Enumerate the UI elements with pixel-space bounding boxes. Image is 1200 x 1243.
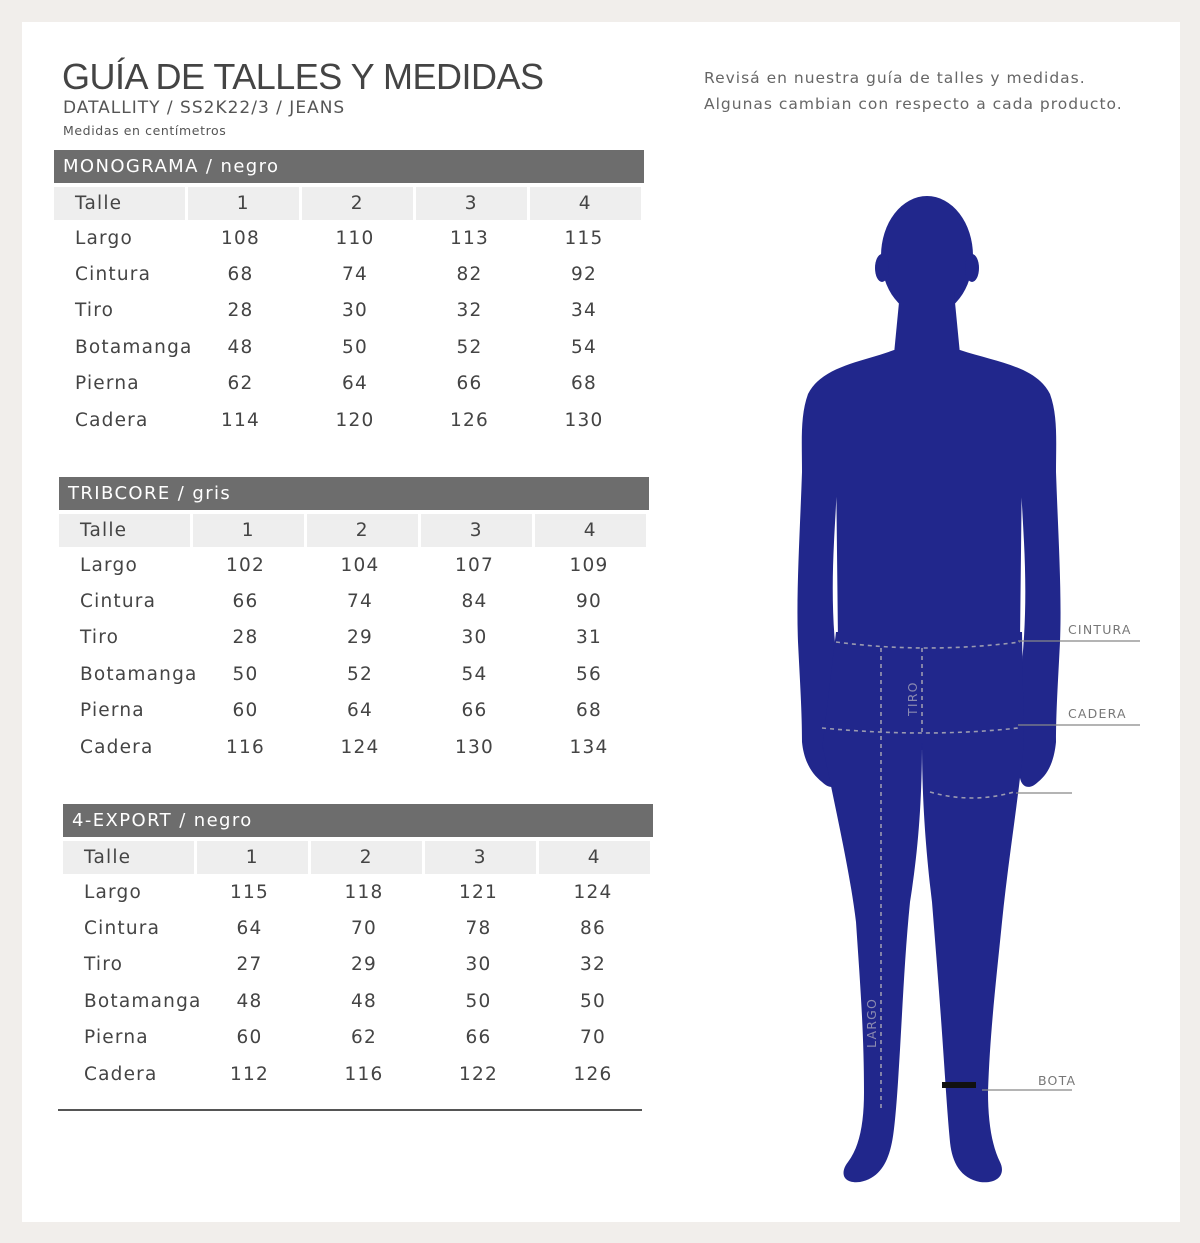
measure-label: Tiro — [84, 954, 124, 976]
measure-value: 124 — [573, 881, 613, 903]
size-header: 4 — [539, 841, 650, 874]
measure-label: Pierna — [75, 373, 140, 395]
size-header: 3 — [421, 514, 532, 547]
measure-value: 29 — [351, 954, 377, 976]
size-header: 4 — [535, 514, 646, 547]
measure-value: 62 — [227, 373, 254, 395]
measure-value: 50 — [232, 663, 259, 685]
measure-label: Cintura — [80, 591, 157, 613]
measure-value: 70 — [351, 918, 377, 940]
measure-value: 64 — [347, 700, 373, 722]
measure-value: 66 — [465, 1027, 492, 1049]
measure-value: 74 — [347, 591, 373, 613]
measure-label: Cadera — [80, 736, 154, 758]
measure-value: 66 — [232, 591, 259, 613]
size-header: 1 — [193, 514, 304, 547]
measure-value: 109 — [569, 554, 609, 576]
measure-label: Botamanga — [80, 663, 198, 685]
measure-value: 70 — [580, 1027, 606, 1049]
table-title: TRIBCORE / gris — [59, 477, 649, 510]
figure-left-leg — [822, 742, 922, 1182]
measure-label: Tiro — [80, 627, 120, 649]
measure-value: 64 — [342, 373, 368, 395]
measure-value: 130 — [455, 736, 494, 758]
measure-value: 107 — [455, 554, 494, 576]
measure-value: 66 — [461, 700, 488, 722]
measure-value: 30 — [465, 954, 492, 976]
size-header: 2 — [302, 187, 413, 220]
measure-value: 82 — [456, 264, 483, 286]
measure-value: 48 — [227, 336, 254, 358]
measure-label: Tiro — [75, 300, 115, 322]
measure-label: Cintura — [84, 918, 161, 940]
size-column-label: Talle — [63, 841, 194, 874]
measure-label: Botamanga — [75, 336, 193, 358]
figure-hips — [822, 632, 1024, 750]
measure-value: 115 — [230, 881, 269, 903]
measure-label: Largo — [80, 554, 138, 576]
measure-label: Largo — [84, 881, 142, 903]
measure-label: Cadera — [75, 409, 149, 431]
measure-value: 30 — [342, 300, 368, 322]
size-header: 2 — [311, 841, 422, 874]
size-header: 2 — [307, 514, 418, 547]
measure-value: 54 — [571, 336, 597, 358]
figure-right-leg — [922, 742, 1024, 1182]
measure-value: 130 — [564, 409, 604, 431]
figure-body — [797, 196, 1060, 1182]
measure-value: 52 — [347, 663, 373, 685]
measure-value: 92 — [571, 264, 597, 286]
measure-value: 116 — [226, 736, 265, 758]
hem-label: BOTA — [1038, 1073, 1077, 1088]
table-title: MONOGRAMA / negro — [54, 150, 644, 183]
measure-label: Pierna — [80, 700, 145, 722]
product-subtitle: DATALLITY / SS2K22/3 / JEANS — [63, 98, 346, 118]
measure-value: 126 — [573, 1063, 613, 1085]
size-guide-sheet — [22, 22, 1180, 1222]
measure-value: 50 — [580, 990, 606, 1012]
hip-label: CADERA — [1068, 706, 1127, 721]
measure-value: 66 — [456, 373, 483, 395]
measure-value: 28 — [232, 627, 259, 649]
figure-ear — [965, 254, 979, 282]
measure-value: 134 — [569, 736, 609, 758]
measure-value: 28 — [227, 300, 254, 322]
measure-value: 84 — [461, 591, 488, 613]
measure-label: Cadera — [84, 1063, 158, 1085]
measure-value: 112 — [230, 1063, 269, 1085]
measure-value: 68 — [571, 373, 597, 395]
measure-value: 30 — [461, 627, 488, 649]
body-silhouette-icon — [22, 22, 1180, 1222]
measure-label: Pierna — [84, 1027, 149, 1049]
measure-value: 27 — [236, 954, 263, 976]
measure-value: 90 — [576, 591, 602, 613]
measure-value: 110 — [335, 227, 375, 249]
measure-value: 54 — [461, 663, 488, 685]
measure-value: 50 — [342, 336, 368, 358]
measure-value: 116 — [344, 1063, 384, 1085]
measure-value: 118 — [344, 881, 384, 903]
figure-neck — [894, 292, 960, 354]
length-label: LARGO — [864, 997, 879, 1048]
intro-line: Revisá en nuestra guía de talles y medidas. — [704, 69, 1086, 87]
measure-value: 48 — [351, 990, 377, 1012]
size-header: 4 — [530, 187, 641, 220]
measure-value: 124 — [340, 736, 380, 758]
intro-line: Algunas cambian con respecto a cada producto. — [704, 95, 1123, 113]
measure-value: 56 — [576, 663, 602, 685]
size-header: 1 — [197, 841, 308, 874]
size-header: 3 — [425, 841, 536, 874]
measure-value: 108 — [221, 227, 260, 249]
measure-label: Largo — [75, 227, 133, 249]
measure-value: 31 — [576, 627, 602, 649]
waist-label: CINTURA — [1068, 622, 1132, 637]
measure-value: 50 — [465, 990, 492, 1012]
measure-value: 62 — [351, 1027, 377, 1049]
measure-value: 113 — [450, 227, 489, 249]
measure-value: 104 — [340, 554, 380, 576]
units-note: Medidas en centímetros — [63, 123, 227, 138]
size-header: 3 — [416, 187, 527, 220]
measure-value: 120 — [335, 409, 375, 431]
page-title: GUÍA DE TALLES Y MEDIDAS — [62, 56, 544, 97]
measure-value: 32 — [580, 954, 606, 976]
measure-value: 102 — [226, 554, 265, 576]
measure-value: 52 — [456, 336, 483, 358]
measure-value: 78 — [465, 918, 492, 940]
measure-value: 34 — [571, 300, 597, 322]
measure-value: 121 — [459, 881, 498, 903]
figure-ear — [875, 254, 889, 282]
rise-label: TIRO — [905, 681, 920, 716]
measure-value: 126 — [450, 409, 489, 431]
measure-value: 115 — [564, 227, 604, 249]
measure-value: 74 — [342, 264, 368, 286]
measure-value: 60 — [236, 1027, 263, 1049]
hem-band — [942, 1082, 976, 1088]
size-column-label: Talle — [59, 514, 190, 547]
measure-value: 114 — [221, 409, 260, 431]
table-title: 4-EXPORT / negro — [63, 804, 653, 837]
measure-value: 68 — [227, 264, 254, 286]
measure-value: 29 — [347, 627, 373, 649]
measure-value: 122 — [459, 1063, 498, 1085]
measure-label: Cintura — [75, 264, 152, 286]
measure-value: 68 — [576, 700, 602, 722]
size-header: 1 — [188, 187, 299, 220]
measure-label: Botamanga — [84, 990, 202, 1012]
measure-value: 48 — [236, 990, 263, 1012]
measure-value: 32 — [456, 300, 483, 322]
measure-value: 86 — [580, 918, 606, 940]
measure-value: 60 — [232, 700, 259, 722]
size-column-label: Talle — [54, 187, 185, 220]
measure-value: 64 — [236, 918, 263, 940]
